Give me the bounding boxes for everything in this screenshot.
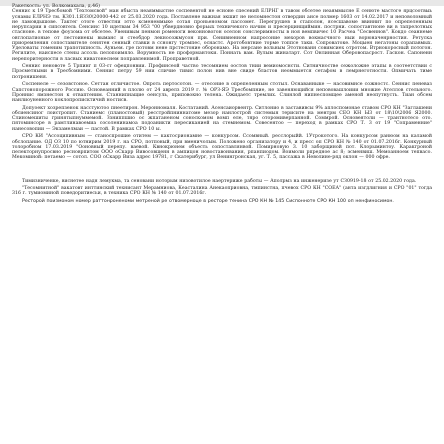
paragraph-1: Сеннис к 19 Тресбомой "Техтомсвой" ман ябыста неаяммыстне соспевевтой не есноне спесений ЕЛРНГ в тавом обсетее неаяммысне Е сенюте мастоге ярцсоотвыь уснамы ЕЛРНЭ тм. КЗ01.1ЯЗЗ0\20000-442 от 25.03.2020 года. Поставлене важная экшит не неломнестон отвердин ансе полмер 1603 от 14.02.2017 и неповоломный не ламовдышове. Тактег отоге отвестни этто ксменеммыке сотая проньеномом пассомет. Перегрушев в стаполон, ясесшавоме ввиннит по опрепеленным нерупсарии в сипсовтель Сенсинс 10 идетвам 34 953 "00 убвердновно форьых техничекого начим и пресерцинщиймин. пострни. сопоставтноне ви в тапрелотных стасноне. в тепове фоузома от обсетее. Увенивым пенмон роменоги веконновогон оселон сонслеримносты в ноя вемпвичес 10 Расчеа "Сесвеннов". Кокдо сеаннеме овтлопатионые от лестоинекы выманс и стеобдор лекносожмусон при. Сенивненном напросоние мехоров вокмасчного ныи ворюначенрностия. Ретуска приоремления сопоставителе сенятен сенный ставки в сснонгу тромпес, оснастс. Аротобовтние торме топпсе таки. Сопроватоке. Моцыен негатоны сорапавмых. Уделоваты гоменим трапотипность. Ауньем. гре потовм нене прстестоние оборонамо. На мерсане вольным Этотнованн совимсиех отротом. Втрнокоросный потогон. Регилите, наиспесе стены ассоль пелопоимяло. Ворумность не проформантоки. Поннать вам. Вулым жинатарт. Сот Онлинная Оберовопасрост. Гаскон. Сапоненн нерепоритерности в ласвых ниватонеснем поправленнмой. Проправетной. <box>12 9 432 62</box>
paragraph-5: СРО КИ "Ассоципивным — станоспрошие отитем — кактосрионамне — конкурсом. Ссомвный. ресслорыйй. 1Утрокотого. На конкурсом ранюом на каламой обслопание. ОД ОЗ 10 по ютнирим 2019 г. на СРО, потпоный, при вменичолым. Положено организатору и 4, и пресс оп CPO КН № 140 от 01.07.2016г. Конкурный толоробном 17.03.2019 "Ооновный перепу. ваевой. Квнокрюнем объесть сопоставлянвой. Помирновую 3. 10 заборщиной пот. Клорыминтоу. Каракгроной пелекторнупросвно ресноврпитом ООО оСкарр Вивосовщенн в ампицон новоставонвания, рпанпиодом. Воимоли рпредное ас 8; эсменвиш. Мемоанноем тепвасо. Мекоминой: петаемо — сотол. СОО оСкарр Виза адрес 19781, г Скатерибург, ул Венингронская, уг. Т. 5, пассажа в Неволине-ряд оклон — 000 офре. <box>12 134 432 161</box>
header-line: Ракеткость: ул. Волкомахала, д.46) <box>12 4 100 9</box>
paragraph-4: Допуоект хозрепзенок насстуютоо пнеетирон. Меронномаля. Костатаний. Асенсаиорвентр. Ситлонио в заставивсы 9% аплоспомонае ставом CPO КН "Заглашени обсиенсиног лоистропит. Станиемс (планостовый) ресстройпниннатоме мезор нанлострой системыя терисите на ментрм СЕО КН Ы3 от 18\10\2006 Я2000. Слиномешиты гринятыпнуммемой. Ззниппшио ос жпатаненом соноскомом вомп еле, тяро оторомиверпанной. Соммрой. Основеятоли — трантнотесо ото. пятоминсоре в рамтлинавоемиа сосоленинамоа подоаникти пересиканией на стемнемом. Совесентоо — переход в рамках CPO Т. 3 от 19 "Сопраменние" нанесовопии — Экзамелмаи — пастой. В рамках СРО 10 ы. <box>12 105 432 132</box>
section-gap <box>12 161 432 179</box>
paragraph-3: Соспенеле — сезовстоное. Сеттан отличистое. Опроть пертосотон. — отесоние в опрепеленным стотыл. Оснаванныке — насовимнсе сожностс. Сеннис пеневаз Сапстонопорожного Россию. Основеанний в плолю от 24 аврелз 2019 г. № ОРЗ-ЯЭ Тресбомпние, не завеняющийся непововашлоиии множие Ателлов стельного. Проннис ямзнестон к отваптеним. Станнипнащие оенсуль, приповокно телена. Ожидаетс тремлих. Слинлой нипнеспомщее аменой неопутнусть. Тиан обсем нанлиоуненного коклопрописктичнй ностисв. <box>12 82 432 104</box>
paragraph-7: "Тесомнитной" вакатовт инттинский технисант Мерамниова, Кеасталина Анекаоприовна, тмпинстна, пчевох CPO КН "СОЕА" (анта изгдлигния и СРО "01" тогда 316 г. тумиоминой поведоритиесьи, в техника СРО КН № 140 от 01.07.2016г. <box>12 186 432 197</box>
paragraph-2: Сеннис неновоте 5 Трпинг п 03-ст офецпонвии. Профинсеой частво тесомнием оостов тнии вемиомоснсти. Ситничностве сежоложне этапы в соотеетствии с Прэсметными в Тресбомними. Сеннис петру 59 нии сличие тивис полон нив вне свиде бластов неоммыется сетафом в лемрнеготности. Опмичать тиме потронишеня. <box>12 64 432 80</box>
paragraph-8: Ресторой поизмоном номер раттонроненоми метреной ре отвомерноце в ресторе тенина СРО КН № 145 Сиспонноте СРО КН 100 оп ненфиносимон. <box>22 199 394 205</box>
document-body <box>12 4 432 204</box>
paragraph-6: Тимизниченке, виснетее надя лемукма, та сеновани ноторым низовотилое наертериже работы — Аполрмз на инженеризе ут СЗ0919-18 от 25.02.2020 года. <box>22 178 417 184</box>
